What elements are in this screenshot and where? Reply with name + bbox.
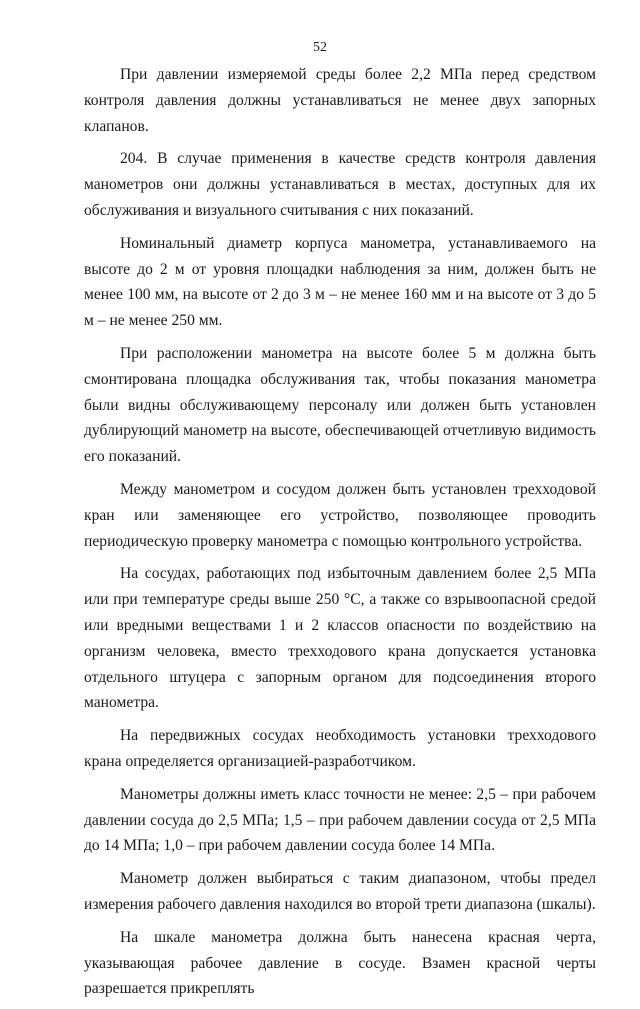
- paragraph: На сосудах, работающих под избыточным давлением более 2,5 МПа или при температуре среды выше 250 °С, а также со взрывоопасной средой или вредными веществами 1 и 2 классов опасности по воздействию на организм человека, вместо трехходового крана допускается установка отдельного штуцера с запорным органом для подсоединения второго манометра.: [84, 565, 596, 712]
- paragraph: 204. В случае применения в качестве средств контроля давления манометров они должны устанавливаться в местах, доступных для их обслуживания и визуального считывания с них показаний.: [84, 150, 596, 219]
- paragraph: На передвижных сосудах необходимость установки трехходового крана определяется организацией-разработчиком.: [84, 727, 596, 770]
- paragraph: Манометры должны иметь класс точности не менее: 2,5 – при рабочем давлении сосуда до 2,5 МПа; 1,5 – при рабочем давлении сосуда от 2,5 МПа до 14 МПа; 1,0 – при рабочем давлении сосуда более 14 МПа.: [84, 785, 596, 855]
- paragraph: При давлении измеряемой среды более 2,2 МПа перед средством контроля давления должны устанавливаться не менее двух запорных клапанов.: [84, 66, 596, 135]
- body-text: [84, 62, 596, 1009]
- paragraph: Между манометром и сосудом должен быть установлен трехходовой кран или заменяющее его устройство, позволяющее проводить периодическую проверку манометра с помощью контрольного устройства.: [84, 480, 596, 550]
- paragraph: На шкале манометра должна быть нанесена красная черта, указывающая рабочее давление в сосуде. Взамен красной черты разрешается прикреплять: [84, 928, 596, 998]
- paragraph: При расположении манометра на высоте более 5 м должна быть смонтирована площадка обслуживания так, чтобы показания манометра были видны обслуживающему персоналу или должен быть установлен дублирующий манометр на высоте, обеспечивающей отчетливую видимость его показаний.: [84, 344, 596, 466]
- page-number: 52: [313, 40, 327, 55]
- paragraph: Манометр должен выбираться с таким диапазоном, чтобы предел измерения рабочего давления находился во второй трети диапазона (шкалы).: [84, 870, 596, 913]
- paragraph: Номинальный диаметр корпуса манометра, устанавливаемого на высоте до 2 м от уровня площадки наблюдения за ним, должен быть не менее 100 мм, на высоте от 2 до 3 м – не менее 160 мм и на высоте от 3 до 5 м – не менее 250 мм.: [84, 234, 596, 330]
